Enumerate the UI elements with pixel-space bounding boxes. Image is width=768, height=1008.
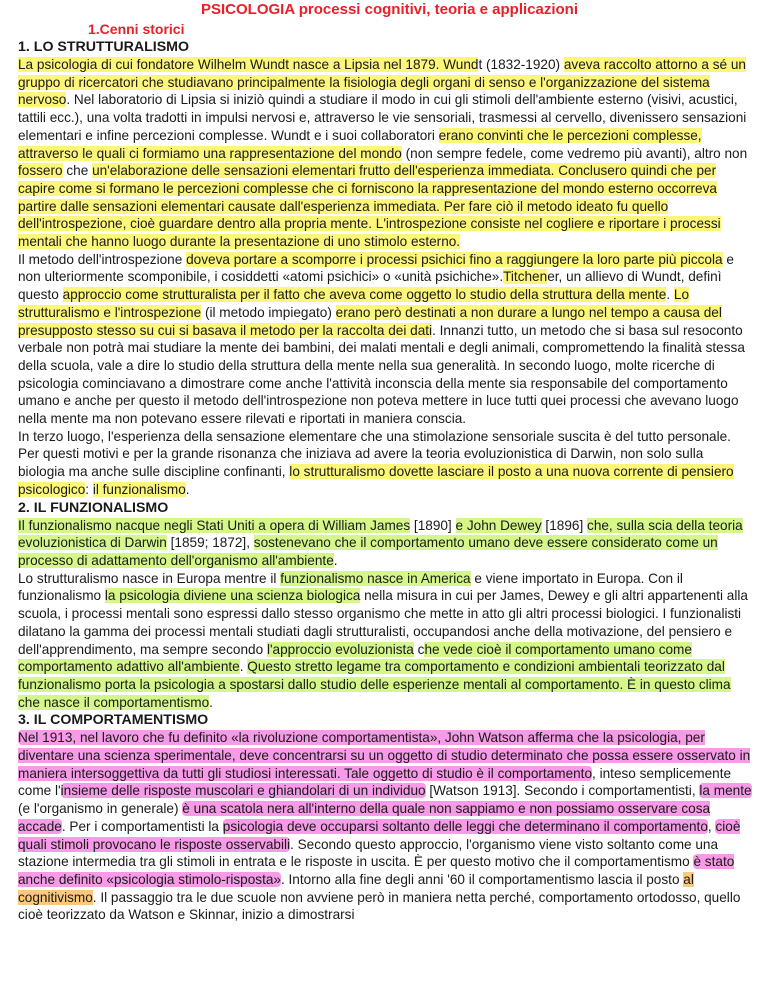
highlighted-text: insieme delle risposte muscolari e ghiandolari di un individuo bbox=[60, 783, 426, 799]
text-run: [1890] bbox=[410, 517, 456, 533]
highlighted-text: Questo stretto legame tra comportamento e condizioni ambientali teorizzato dal funzionalismo porta la psicologia a spostarsi dallo studio delle esperienze mentali al comportamento. È in questo clima che nasce il comportamentismo bbox=[18, 659, 731, 710]
text-run: . bbox=[185, 481, 190, 497]
text-run: , inteso semplicemente come l' bbox=[18, 765, 732, 799]
highlighted-text: un'elaborazione delle sensazioni elementari frutto dell'esperienza immediata. Conclusero quindi che per capire come si formano le percezioni complesse che ci forniscono la rappresentazione del mondo esterno occorreva partire dalle sensazioni elementari causate dall'esperienza immediata. Per fare ciò il metodo ideato fu quello dell'introspezione, cioè guardare dentro alla propria mente. L'introspezione consiste nel cogliere e riportare i processi mentali che hanno luogo durante la presentazione di uno stimolo esterno. bbox=[18, 163, 721, 250]
section-heading: 2. IL FUNZIONALISMO bbox=[18, 499, 169, 516]
highlighted-text: erano convinti che le percezioni complesse, attraverso le quali ci formiamo una rappresentazione del mondo bbox=[18, 127, 702, 161]
text-run: : bbox=[85, 481, 93, 497]
section-subtitle: 1.Cenni storici bbox=[88, 21, 185, 37]
document-page bbox=[18, 0, 753, 924]
highlighted-text: lo strutturalismo dovette lasciare il posto a una nuova corrente di pensiero psicologico bbox=[18, 464, 734, 497]
text-run: . Per i comportamentisti la bbox=[61, 818, 223, 834]
highlighted-text: Lo strutturalismo e l'introspezione bbox=[18, 287, 690, 320]
text-run: . bbox=[333, 552, 338, 568]
text-run: . Il passaggio tra le due scuole non avviene però in maniera netta perché, comportamento ortodosso, quello cioè teorizzato da Watson e Skinnar, inizio a dimostrarsi bbox=[18, 889, 741, 923]
paragraph bbox=[18, 729, 753, 924]
text-run: (il metodo impiegato) bbox=[201, 304, 336, 320]
text-run: er, un allievo di Wundt, definì questo bbox=[18, 269, 722, 303]
text-run: Il metodo dell'introspezione bbox=[18, 251, 187, 267]
text-run: . bbox=[209, 694, 213, 710]
text-run: . Intorno alla fine degli anni '60 il comportamentismo lascia il posto bbox=[280, 871, 684, 887]
paragraph bbox=[18, 251, 753, 428]
text-run: e non ulteriormente scomponibile, i cosiddetti «atomi psichici» o «unità psichiche». bbox=[18, 251, 734, 285]
highlighted-text: funzionalismo nasce in America bbox=[280, 570, 471, 586]
text-run: Lo strutturalismo nasce in Europa mentre il bbox=[18, 570, 281, 586]
highlighted-text: che, sulla scia della teoria evoluzionistica di Darwin bbox=[18, 517, 743, 551]
text-run: che bbox=[62, 163, 93, 179]
highlighted-text: Titchen bbox=[503, 269, 548, 285]
highlighted-text: erano però destinati a non durare a lungo nel tempo a causa del presupposto stesso su cui si basava il metodo per la raccolta dei dati bbox=[18, 304, 722, 338]
section-heading: 1. LO STRUTTURALISMO bbox=[18, 39, 190, 55]
highlighted-text: la mente bbox=[699, 783, 752, 799]
highlighted-text: aveva raccolt bbox=[563, 57, 644, 72]
text-run: [1896] bbox=[541, 517, 588, 533]
text-run: . Secondo questo approccio, l'organismo viene visto soltanto come una stazione intermedia tra gli stimoli in entrata e le risposte in uscita. È per questo motivo che il comportamentismo bbox=[18, 836, 719, 870]
highlighted-text: doveva portare a scomporre i processi psichici fino a raggiungere la loro parte più piccola bbox=[186, 251, 723, 267]
highlighted-text: al cognitivismo bbox=[18, 871, 694, 905]
paragraph bbox=[18, 56, 753, 251]
highlighted-text: cioè quali stimoli provocano le risposte osservabili bbox=[18, 818, 741, 852]
highlighted-text: sostenevano che il comportamento umano deve essere considerato come un processo di adattamento dell'organismo all'ambiente bbox=[18, 535, 718, 568]
highlighted-text: è stato anche definito «psicologia stimolo-risposta» bbox=[18, 854, 735, 887]
text-run: t (1832-1920) bbox=[478, 57, 564, 72]
highlighted-text: l'approccio evoluzionista bbox=[266, 641, 414, 657]
paragraph bbox=[18, 517, 753, 570]
highlighted-text: è una scatola nera all'interno della quale non sappiamo e non possiamo osservare cosa accade bbox=[18, 801, 711, 834]
text-run: . Nel laboratorio di Lipsia si iniziò quindi a studiare il modo in cui gli stimoli dell'ambiente esterno (visivi, acustici, tattili ecc.), una volta tradotti in impulsi nervosi e, attraverso le vie sensoriali, trasmessi al cervello, divenissero sensazioni elementari e infine percezioni complesse. Wundt e i suoi collaboratori bbox=[18, 92, 747, 143]
highlighted-text: fossero bbox=[18, 163, 63, 179]
text-run: [Watson 1913]. Secondo i comportamentisti, bbox=[425, 783, 700, 799]
page-title: PSICOLOGIA processi cognitivi, teoria e applicazioni bbox=[200, 1, 579, 18]
text-run: nella misura in cui per James, Dewey e gli altri appartenenti alla scuola, i processi mentali sono espressi dallo stesso organismo che mette in atto gli altri processi biologici. I funzionalisti dilatano la gamma dei processi mentali studiati dagli strutturalisti, occupandosi anche della motivazione, del pensiero e dell'apprendimento, ma sempre secondo bbox=[18, 588, 748, 657]
highlighted-text: la psicologia diviene una scienza biologica bbox=[104, 588, 361, 604]
text-run: . bbox=[239, 659, 248, 675]
document-body bbox=[18, 38, 753, 924]
highlighted-text: il funzionalismo bbox=[92, 481, 186, 497]
text-run: c bbox=[413, 641, 425, 657]
text-run: e viene importato in Europa. Con il funzionalismo bbox=[18, 570, 683, 604]
highlighted-text: approccio come strutturalista per il fatto che aveva come oggetto lo studio della struttura della mente bbox=[62, 287, 667, 303]
highlighted-text: e John Dewey bbox=[455, 517, 542, 533]
text-run: . Innanzi tutto, un metodo che si basa sul resoconto verbale non potrà mai studiare la mente dei bambini, dei malati mentali e degli animali, compromettendo la finalità stessa della scuola, vale a dire lo studio della struttura della mente nella sua generalità. In secondo luogo, molte ricerche di psicologia cominciavano a dimostrare come anche l'attività inconscia della mente sia responsabile del comportamento umano e anche per questo il metodo dell'introspezione non poteva mettere in luce tutti quei processi che avevano luogo nella mente ma non potevano essere rilevati e riportati in maniera conscia. bbox=[18, 322, 745, 427]
text-run: (non sempre fedele, come vedremo più avanti), altro non bbox=[401, 145, 748, 161]
highlighted-text: Nel 1913, nel lavoro che fu definito «la rivoluzione comportamentista», John Watson afferma che la psicologia, per diventare una scienza sperimentale, deve concentrarsi su un oggetto di studio determinato che possa essere osservato in maniera intersoggettiva da tutti gli studiosi interessati. Tale oggetto di studio è il comportamento bbox=[18, 730, 751, 781]
highlighted-text: Il funzionalismo nacque negli Stati Uniti a opera di William James bbox=[18, 517, 411, 533]
section-heading: 3. IL COMPORTAMENTISMO bbox=[18, 712, 209, 729]
text-run: [1859; 1872], bbox=[166, 535, 254, 551]
paragraph bbox=[18, 570, 753, 712]
highlighted-text: La psicologia di cui fondatore Wilhelm Wundt nasce a Lipsia nel 1879. Wund bbox=[18, 57, 479, 72]
highlighted-text: he vede cioè il comportamento umano come comportamento adattivo all'ambiente bbox=[18, 641, 692, 675]
highlighted-text: o attorno a sé un gruppo di ricercatori che studiavano principalmente la fisiologia degli organi di senso e l'organizzazione del sistema nervoso bbox=[18, 57, 746, 108]
text-run: . bbox=[666, 287, 674, 303]
text-run: (e l'organismo in generale) bbox=[18, 801, 183, 817]
text-run: , bbox=[707, 818, 716, 834]
highlighted-text: psicologia deve occuparsi soltanto delle leggi che determinano il comportamento bbox=[222, 818, 708, 834]
paragraph bbox=[18, 428, 753, 499]
text-run: In terzo luogo, l'esperienza della sensazione elementare che una stimolazione sensoriale suscita è del tutto personale. Per questi motivi e per la grande risonanza che iniziava ad avere la teoria evoluzionistica di Darwin, non solo sulla biologia ma anche sulle discipline confinanti, bbox=[18, 428, 731, 480]
